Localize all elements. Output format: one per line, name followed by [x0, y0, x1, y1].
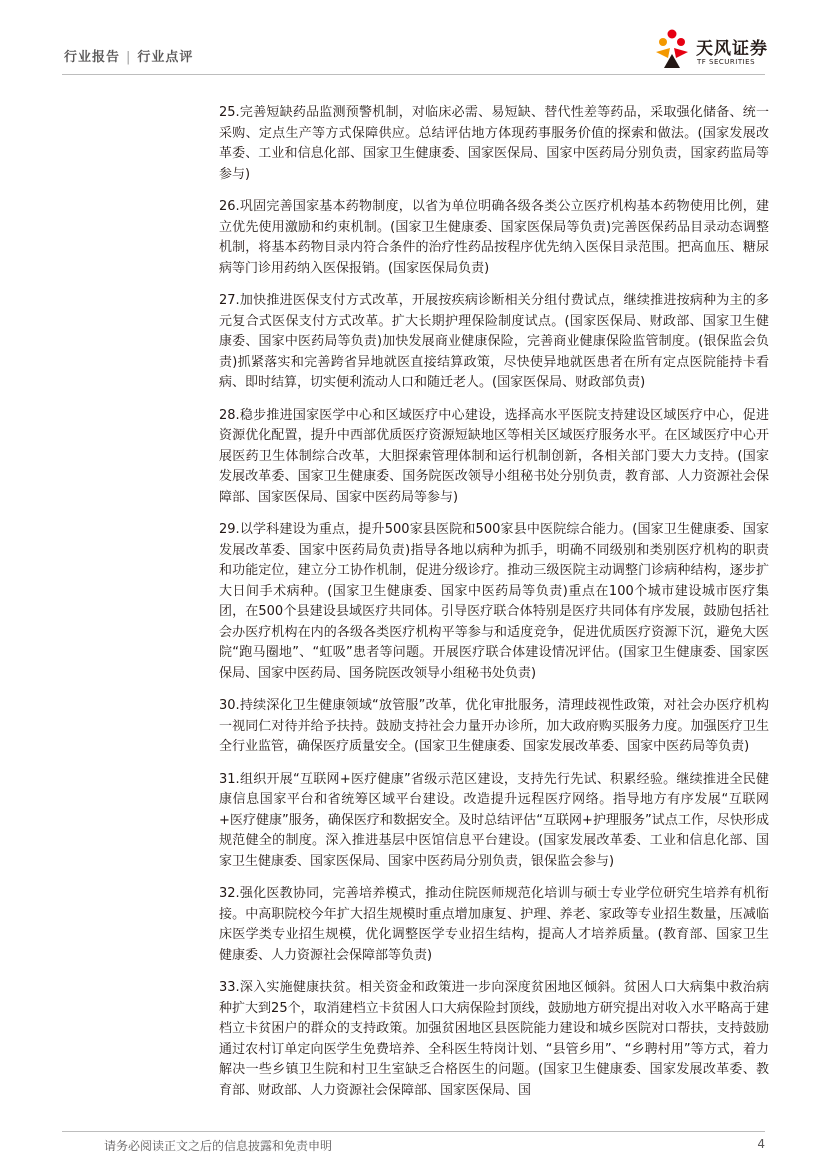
page-number: 4: [757, 1137, 765, 1151]
paragraph-32: 32.强化医教协同，完善培养模式，推动住院医师规范化培训与硕士专业学位研究生培养有机衔接。中高职院校今年扩大招生规模时重点增加康复、护理、养老、家政等专业招生数量，压减临床医学类专业招生规模，优化调整医学专业招生结构，提高人才培养质量。(教育部、国家卫生健康委、人力资源社会保障部等负责): [219, 886, 769, 963]
logo-chinese-name: 天风证券: [696, 39, 768, 59]
paragraph-30: 30.持续深化卫生健康领域“放管服”改革，优化审批服务，清理歧视性政策，对社会办医疗机构一视同仁对待并给予扶持。鼓励支持社会力量开办诊所，加大政府购买服务力度。加强医疗卫生全行业监管，确保医疗质量安全。(国家卫生健康委、国家发展改革委、国家中医药局等负责): [219, 698, 769, 754]
report-category: [64, 46, 193, 65]
logo-english-name: TF SECURITIES: [697, 58, 756, 66]
footer-divider-line: [62, 1131, 765, 1132]
paragraph-33: 33.深入实施健康扶贫。相关资金和政策进一步向深度贫困地区倾斜。贫困人口大病集中救治病种扩大到25个，取消建档立卡贫困人口大病保险封顶线，鼓励地方研究提出对收入水平略高于建档立卡贫困户的群众的支持政策。加强贫困地区县医院能力建设和城乡医院对口帮扶，支持鼓励通过农村订单定向医学生免费培养、全科医生特岗计划、“县管乡用”、“乡聘村用”等方式，着力解决一些乡镇卫生院和村卫生室缺乏合格医生的问题。(国家卫生健康委、国家发展改革委、教育部、财政部、人力资源社会保障部、国家医保局、国: [219, 980, 769, 1098]
report-category-label: 行业报告: [64, 50, 121, 65]
paragraph-28: 28.稳步推进国家医学中心和区域医疗中心建设，选择高水平医院支持建设区域医疗中心，促进资源优化配置，提升中西部优质医疗资源短缺地区等相关区域医疗服务水平。在区域医疗中心开展医药卫生体制综合改革，大胆探索管理体制和运行机制创新，各相关部门要大力支持。(国家发展改革委、国家卫生健康委、国务院医改领导小组秘书处分别负责，教育部、人力资源社会保障部、国家医保局、国家中医药局等参与): [219, 407, 769, 505]
paragraph-25: 25.完善短缺药品监测预警机制，对临床必需、易短缺、替代性差等药品，采取强化储备、统一采购、定点生产等方式保障供应。总结评估地方体现药事服务价值的探索和做法。(国家发展改革委、工业和信息化部、国家卫生健康委、国家医保局、国家中医药局分别负责，国家药监局等参与): [219, 105, 769, 182]
company-logo: [650, 28, 770, 74]
footer-disclaimer: 请务必阅读正文之后的信息披露和免责申明: [104, 1139, 333, 1153]
header-divider-line: [62, 74, 765, 75]
header-divider: |: [126, 50, 132, 65]
paragraph-26: 26.巩固完善国家基本药物制度，以省为单位明确各级各类公立医疗机构基本药物使用比例，建立优先使用激励和约束机制。(国家卫生健康委、国家医保局等负责)完善医保药品目录动态调整机制，将基本药物目录内符合条件的治疗性药品按程序优先纳入医保目录范围。把高血压、糖尿病等门诊用药纳入医保报销。(国家医保局负责): [219, 199, 769, 276]
paragraph-31: 31.组织开展“互联网+医疗健康”省级示范区建设，支持先行先试、积累经验。继续推进全民健康信息国家平台和省统筹区域平台建设。改造提升远程医疗网络。指导地方有序发展“互联网+医疗健康”服务，确保医疗和数据安全。及时总结评估“互联网+护理服务”试点工作，尽快形成规范健全的制度。深入推进基层中医馆信息平台建设。(国家发展改革委、工业和信息化部、国家卫生健康委、国家医保局、国家中医药局分别负责，银保监会参与): [219, 771, 769, 869]
paragraph-29: 29.以学科建设为重点，提升500家县医院和500家县中医院综合能力。(国家卫生健康委、国家发展改革委、国家中医药局负责)指导各地以病种为抓手，明确不同级别和类别医疗机构的职责和功能定位，建立分工协作机制，促进分级诊疗。推动三级医院主动调整门诊病种结构，逐步扩大日间手术病种。(国家卫生健康委、国家中医药局等负责)重点在100个城市建设城市医疗集团，在500个县建设县域医疗共同体。引导医疗联合体特别是医疗共同体有序发展，鼓励包括社会办医疗机构在内的各级各类医疗机构平等参与和适度竞争，促进优质医疗资源下沉，避免大医院“跑马圈地”、“虹吸”患者等问题。开展医疗联合体建设情况评估。(国家卫生健康委、国家医保局、国家中医药局、国务院医改领导小组秘书处负责): [219, 522, 769, 681]
paragraph-27: 27.加快推进医保支付方式改革，开展按疾病诊断相关分组付费试点，继续推进按病种为主的多元复合式医保支付方式改革。扩大长期护理保险制度试点。(国家医保局、财政部、国家卫生健康委、国家中医药局等负责)加快发展商业健康保险，完善商业健康保险监管制度。(银保监会负责)抓紧落实和完善跨省异地就医直接结算政策，尽快使异地就医患者在所有定点医院能持卡看病、即时结算，切实便利流动人口和随迁老人。(国家医保局、财政部负责): [219, 293, 769, 390]
logo-mark-icon: [650, 28, 694, 72]
document-body: [219, 103, 769, 1113]
report-subcategory-label: 行业点评: [137, 50, 194, 65]
page-header: [0, 0, 827, 80]
